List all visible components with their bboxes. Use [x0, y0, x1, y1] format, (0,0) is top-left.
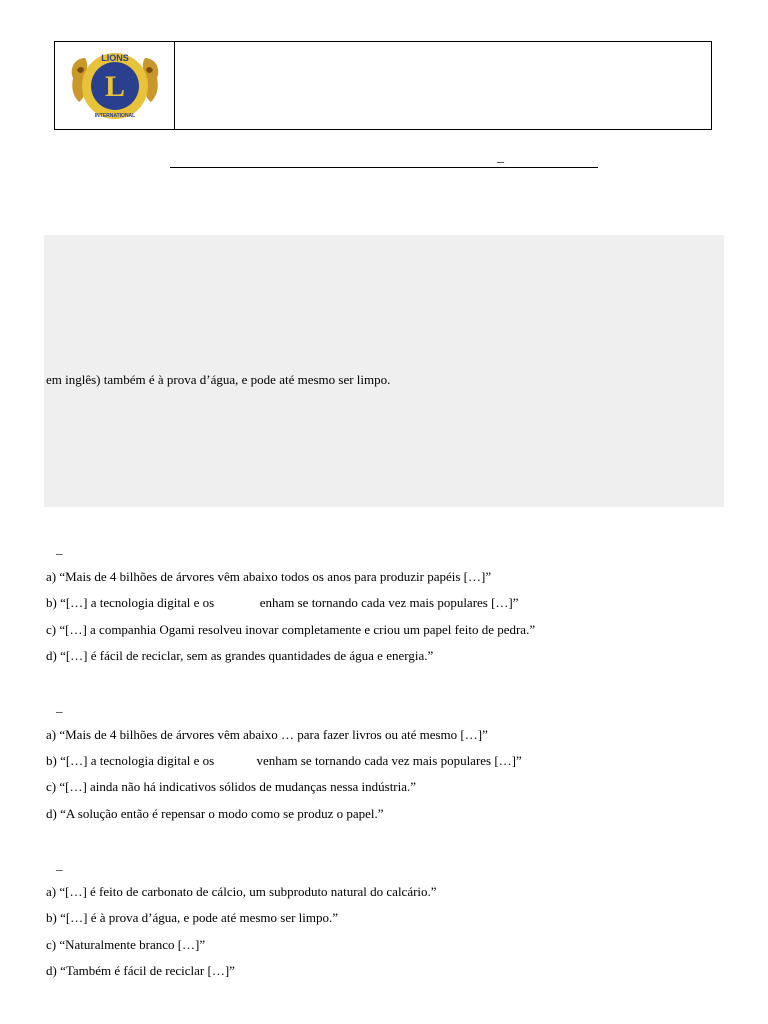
question-2-option-d: d) “A solução então é repensar o modo como se produz o papel.” — [46, 806, 384, 821]
question-1-option-d: d) “[…] é fácil de reciclar, sem as grandes quantidades de água e energia.” — [46, 648, 434, 663]
question-2-option-c: c) “[…] ainda não há indicativos sólidos de mudanças nessa indústria.” — [46, 779, 417, 794]
question-1-option-a: a) “Mais de 4 bilhões de árvores vêm abaixo todos os anos para produzir papéis […]” — [46, 569, 492, 584]
lions-international-logo — [67, 48, 163, 124]
question-1-option-b: b) “[…] a tecnologia digital e os enham se tornando cada vez mais populares […]” — [46, 595, 519, 610]
svg-text:L: L — [104, 69, 125, 103]
title-underline — [170, 167, 598, 168]
question-3-option-d: d) “Também é fácil de reciclar […]” — [46, 963, 235, 978]
question-3-option-b: b) “[…] é à prova d’água, e pode até mesmo ser limpo.” — [46, 910, 339, 925]
question-1-option-c: c) “[…] a companhia Ogami resolveu inovar completamente e criou um papel feito de pedra.” — [46, 622, 536, 637]
question-2-option-a: a) “Mais de 4 bilhões de árvores vêm abaixo … para fazer livros ou até mesmo […]” — [46, 727, 488, 742]
svg-text:LIONS: LIONS — [100, 52, 129, 63]
question-1-dash: _ — [56, 541, 63, 556]
reading-text-line: em inglês) também é à prova d’água, e pode até mesmo ser limpo. — [46, 372, 391, 387]
question-2-option-b: b) “[…] a tecnologia digital e os venham se tornando cada vez mais populares […]” — [46, 753, 522, 768]
title-dash: _ — [497, 150, 504, 165]
svg-text:INTERNATIONAL: INTERNATIONAL — [94, 112, 135, 119]
question-2-dash: _ — [56, 699, 63, 714]
question-3-option-a: a) “[…] é feito de carbonato de cálcio, um subproduto natural do calcário.” — [46, 884, 437, 899]
reading-text-box — [44, 235, 724, 507]
header-info-cell — [175, 42, 711, 129]
question-3-dash: _ — [56, 857, 63, 872]
question-3-option-c: c) “Naturalmente branco […]” — [46, 937, 206, 952]
header-table — [54, 41, 712, 130]
logo-cell — [55, 42, 175, 129]
